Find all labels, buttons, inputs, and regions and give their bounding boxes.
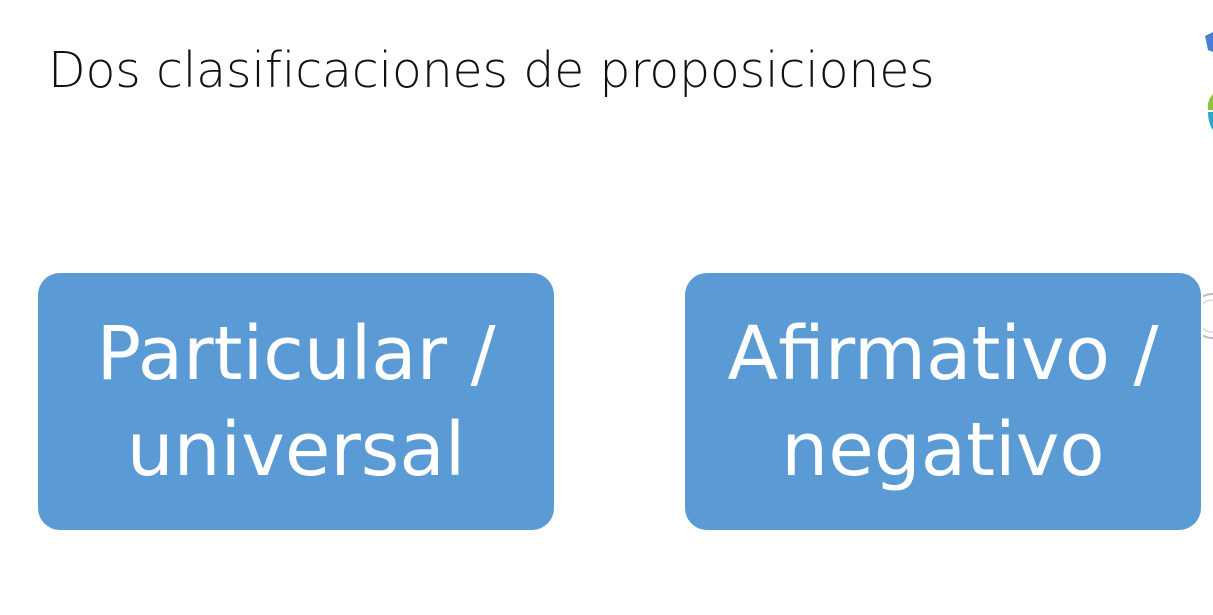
box-line-1: Afirmativo / — [727, 310, 1159, 397]
classification-box-afirmativo-negativo — [685, 273, 1201, 530]
box-line-1: Particular / — [96, 310, 496, 397]
box-line-2: universal — [126, 406, 466, 493]
slide-title: Dos clasificaciones de proposiciones — [48, 42, 935, 99]
logo-fragment-icon — [1199, 30, 1213, 140]
classification-box-particular-universal — [38, 273, 554, 530]
box-line-2: negativo — [781, 406, 1105, 493]
circle-fragment-icon — [1203, 292, 1213, 340]
